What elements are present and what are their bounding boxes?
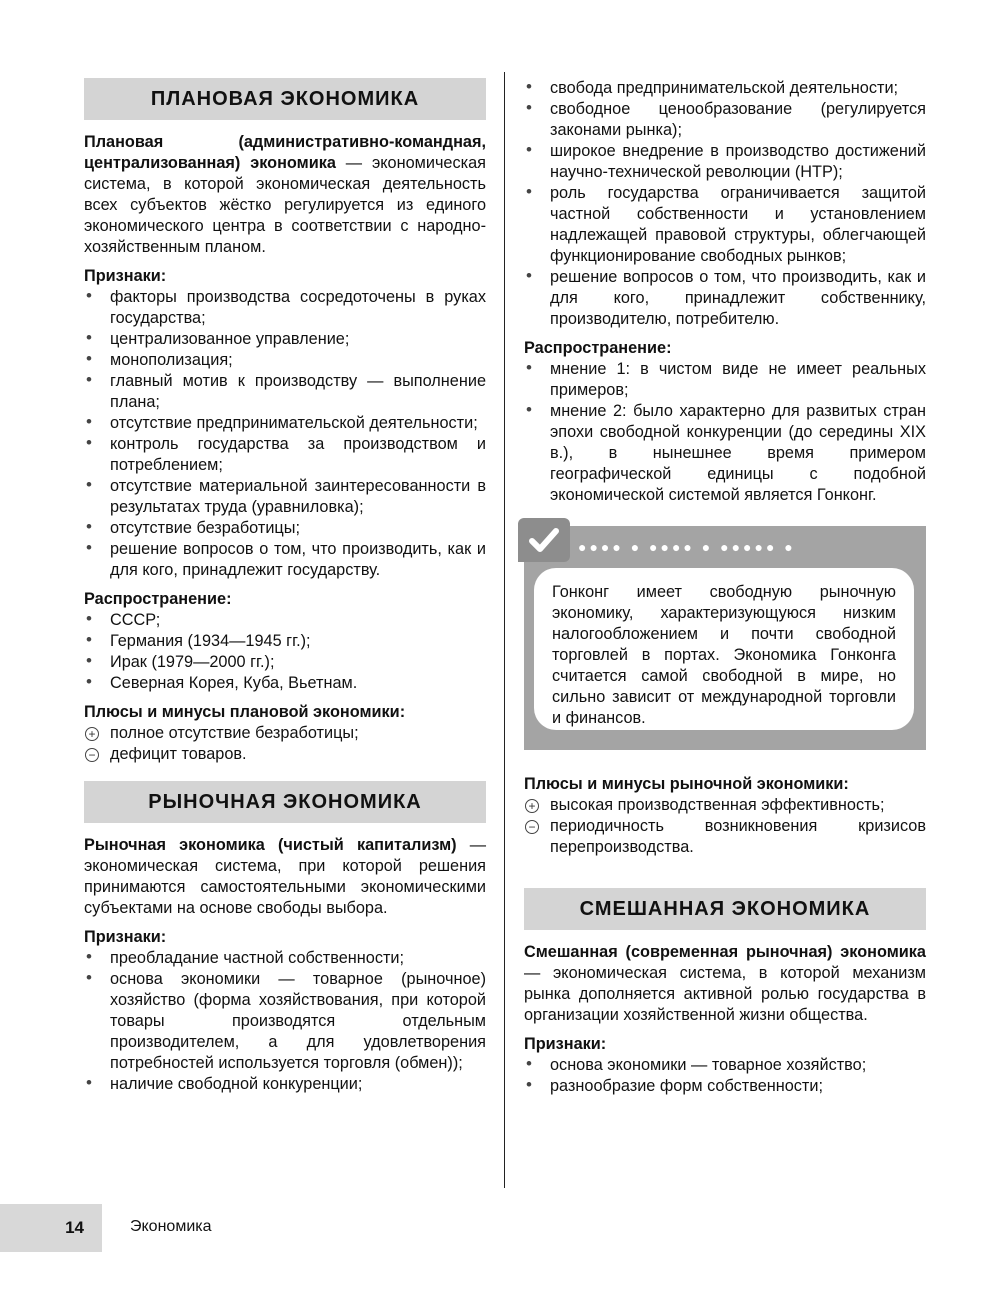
market-definition (84, 835, 486, 919)
list-item: • решение вопросов о том, что производить, как и для кого, принадлежит государству. (84, 539, 486, 581)
list-item: • роль государства ограничивается защитой частной собственности и установлением надлежащей правовой структуры, облегчающей функционирование свободных рынков; (524, 183, 926, 267)
list-item: • Германия (1934—1945 гг.); (84, 631, 486, 652)
list-item: • СССР; (84, 610, 486, 631)
list-item: • мнение 2: было характерно для развитых стран эпохи свободной конкуренции (до середины XIX в.), в нынешнее время примером географической единицы с подобной экономической системой является Гонконг. (524, 401, 926, 506)
mixed-features-list (524, 1055, 926, 1097)
market-spread-list (524, 359, 926, 506)
list-item: • преобладание частной собственности; (84, 948, 486, 969)
plus-circle-icon: + (525, 799, 539, 813)
list-item: • разнообразие форм собственности; (524, 1076, 926, 1097)
list-item: • централизованное управление; (84, 329, 486, 350)
right-column (524, 78, 926, 1097)
minus-item (524, 816, 926, 858)
market-pm-label: Плюсы и минусы рыночной экономики: (524, 775, 849, 793)
planned-features-label: Признаки: (84, 267, 167, 285)
market-def-text: — экономическая система, при которой решения принимаются самостоятельными экономическими субъектами на основе свободы выбора. (84, 836, 486, 917)
list-item: • отсутствие материальной заинтересованности в результатах труда (уравниловка); (84, 476, 486, 518)
checkmark-icon (529, 527, 559, 553)
column-divider (504, 72, 505, 1188)
note-box (524, 526, 926, 750)
note-tab (518, 518, 570, 562)
minus-circle-icon: − (85, 748, 99, 762)
decorative-dots: ●●●● ● ●●●● ● ●●●●● ● (578, 539, 796, 555)
list-item: • Ирак (1979—2000 гг.); (84, 652, 486, 673)
mixed-term: Смешанная (современная рыночная) экономика (524, 943, 926, 961)
planned-features-list (84, 287, 486, 581)
planned-def-text: — экономическая система, в которой экономическая деятельность всех субъектов жёстко регулируется из единого экономического центра в соответствии с народно-хозяйственным планом. (84, 154, 486, 256)
minus-item (84, 744, 486, 765)
list-item: • широкое внедрение в производство достижений научно-технической революции (НТР); (524, 141, 926, 183)
list-item: • контроль государства за производством и потреблением; (84, 434, 486, 476)
list-item: • наличие свободной конкуренции; (84, 1074, 486, 1095)
planned-spread-label: Распространение: (84, 590, 232, 608)
plus-circle-icon: + (85, 727, 99, 741)
section-heading-planned: ПЛАНОВАЯ ЭКОНОМИКА (84, 78, 486, 120)
list-item: • свободное ценообразование (регулируется законами рынка); (524, 99, 926, 141)
minus-circle-icon: − (525, 820, 539, 834)
market-features-label: Признаки: (84, 928, 167, 946)
mixed-definition (524, 942, 926, 1026)
list-item: • отсутствие предпринимательской деятельности; (84, 413, 486, 434)
footer-section-title: Экономика (130, 1218, 212, 1235)
planned-pm-list (84, 723, 486, 765)
section-heading-mixed: СМЕШАННАЯ ЭКОНОМИКА (524, 888, 926, 930)
planned-spread-list (84, 610, 486, 694)
list-item: • основа экономики — товарное (рыночное) хозяйство (форма хозяйствования, при которой товары производятся отдельным производителем, а для удовлетворения потребностей используется торговля (обмен)); (84, 969, 486, 1074)
plus-text: полное отсутствие безработицы; (110, 724, 359, 742)
planned-term: Плановая (административно-командная, централизованная) экономика (84, 133, 486, 172)
list-item: • монополизация; (84, 350, 486, 371)
market-spread-label: Распространение: (524, 339, 672, 357)
section-heading-market: РЫНОЧНАЯ ЭКОНОМИКА (84, 781, 486, 823)
page-number: 14 (0, 1204, 102, 1252)
list-item: • Северная Корея, Куба, Вьетнам. (84, 673, 486, 694)
plus-item (524, 795, 926, 816)
left-column (84, 78, 486, 1095)
list-item: • мнение 1: в чистом виде не имеет реальных примеров; (524, 359, 926, 401)
market-pm-list (524, 795, 926, 858)
list-item: • свобода предпринимательской деятельности; (524, 78, 926, 99)
minus-text: дефицит товаров. (110, 745, 247, 763)
mixed-def-text: — экономическая система, в которой механизм рынка дополняется активной ролью государства в организации хозяйственной жизни общества. (524, 964, 926, 1024)
plus-text: высокая производственная эффективность; (550, 796, 885, 814)
list-item: • главный мотив к производству — выполнение плана; (84, 371, 486, 413)
minus-text: периодичность возникновения кризисов перепроизводства. (550, 817, 926, 856)
note-card: Гонконг имеет свободную рыночную экономику, характеризующуюся низким налогообложением и почти свободной торговлей в портах. Экономика Гонконга считается самой свободной в мире, но сильно зависит от международной торговли и финансов. (534, 568, 914, 730)
plus-item (84, 723, 486, 744)
list-item: • основа экономики — товарное хозяйство; (524, 1055, 926, 1076)
planned-pm-label: Плюсы и минусы плановой экономики: (84, 703, 406, 721)
planned-definition (84, 132, 486, 258)
list-item: • факторы производства сосредоточены в руках государства; (84, 287, 486, 329)
market-term: Рыночная экономика (чистый капитализм) (84, 836, 457, 854)
list-item: • отсутствие безработицы; (84, 518, 486, 539)
list-item: • решение вопросов о том, что производить, как и для кого, принадлежит собственнику, производителю, потребителю. (524, 267, 926, 330)
mixed-features-label: Признаки: (524, 1035, 607, 1053)
market-features-continued (524, 78, 926, 330)
market-features-list (84, 948, 486, 1095)
